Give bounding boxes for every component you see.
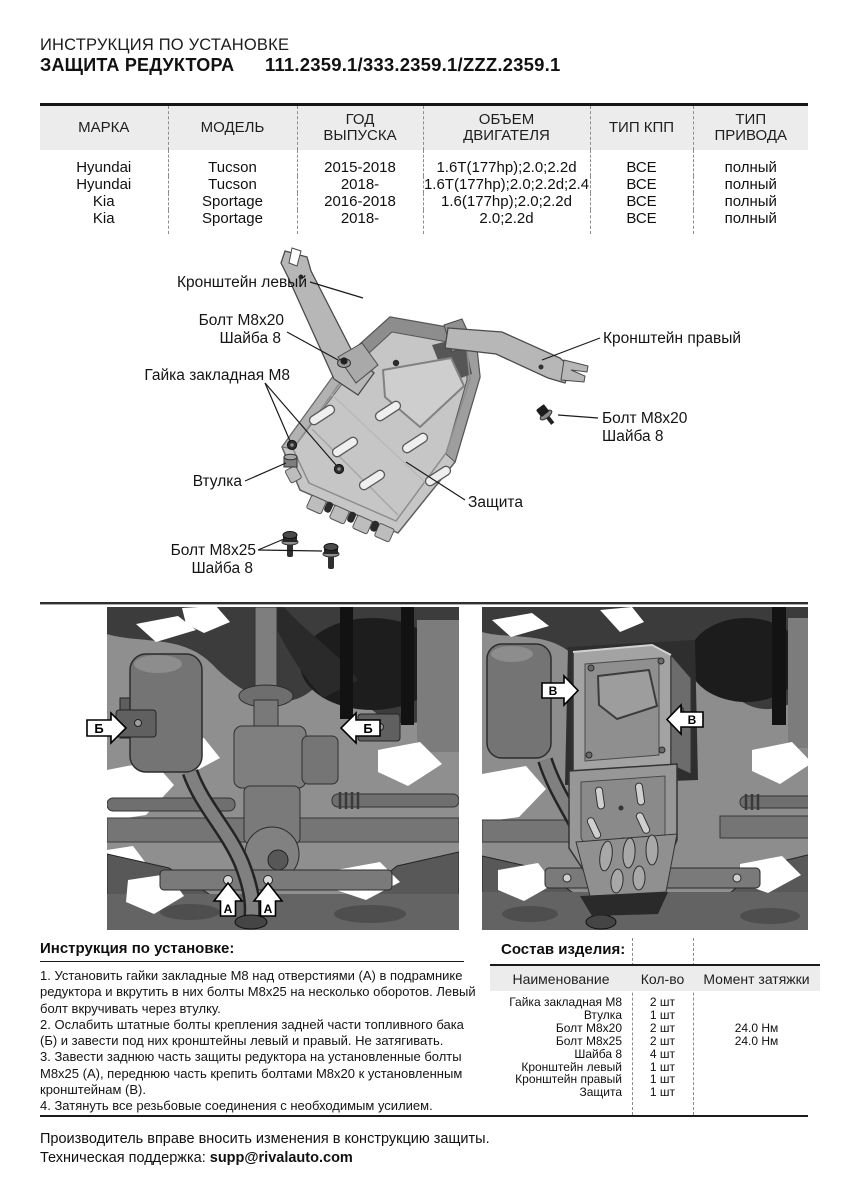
cell-gearbox: ВСЕ [590, 150, 693, 176]
col-drive-label: ТИП ПРИВОДА [714, 111, 788, 144]
label-washer-right: Шайба 8 [602, 428, 664, 445]
part-name: Гайка закладная М8 [509, 995, 622, 1009]
product-title: ЗАЩИТА РЕДУКТОРА [40, 55, 235, 75]
cell-model: Tucson [168, 150, 297, 176]
cell-brand: Hyundai [40, 150, 168, 176]
fitment-table [40, 103, 808, 234]
part-name: Втулка [583, 1007, 622, 1022]
callout-a-letter: А [263, 902, 273, 916]
support-email: supp@rivalauto.com [209, 1150, 353, 1166]
install-photos [40, 602, 808, 935]
doc-subtitle: ИНСТРУКЦИЯ ПО УСТАНОВКЕ [40, 36, 290, 54]
part-name: Шайба 8 [574, 1046, 622, 1061]
doc-title-row [40, 55, 800, 79]
col-part-name: Наименование [490, 965, 632, 991]
part-torque [693, 1009, 820, 1022]
part-qty: 1 шт [649, 1059, 676, 1074]
label-bolt-m8x20-right: Болт М8х20 [602, 410, 688, 427]
col-year-label: ГОД ВЫПУСКА [323, 111, 397, 144]
label-bolt-m8x20-left: Болт М8х20 [198, 312, 284, 329]
label-bolt-m8x25: Болт М8х25 [170, 542, 256, 559]
callout-a-letter: А [223, 902, 233, 916]
support-line [40, 1149, 740, 1168]
part-name: Кронштейн левый [521, 1059, 622, 1074]
section-divider [40, 602, 808, 604]
label-bracket-right: Кронштейн правый [603, 330, 742, 347]
col-model [168, 105, 297, 151]
exploded-diagram [0, 233, 848, 605]
cell-model: Sportage [168, 193, 297, 210]
bolt-hole [393, 360, 399, 366]
fitment-row [40, 193, 808, 210]
cell-year: 2018- [297, 176, 423, 193]
instructions-title: Инструкция по установке: [40, 940, 235, 957]
cell-drive: полный [724, 159, 777, 176]
cell-gearbox: ВСЕ [590, 210, 693, 234]
label-nut-m8: Гайка закладная М8 [144, 367, 290, 384]
label-washer-left: Шайба 8 [219, 330, 281, 347]
instruction-step-4: 4. Затянуть все резьбовые соединения с необходимым усилием. [40, 1098, 433, 1114]
instruction-step-3: 3. Завести заднюю часть защиты редуктора на установленные болты М8х25 (А), переднюю часть крепить болтами М8х20 к установленным кронштейнам (В). [40, 1049, 463, 1098]
cell-drive: полный [724, 176, 777, 193]
photo-after-install [482, 607, 808, 930]
cell-year: 2016-2018 [297, 193, 423, 210]
cell-engine: 1.6T(177hp);2.0;2.2d;2.4 [423, 176, 590, 193]
col-model-label: МОДЕЛЬ [200, 119, 265, 136]
bottom-divider [40, 1115, 808, 1117]
col-year [297, 105, 423, 151]
fitment-row [40, 210, 808, 234]
callout-b-letter: Б [94, 721, 104, 736]
cell-year: 2015-2018 [297, 150, 423, 176]
part-torque [693, 991, 820, 1009]
callout-v-letter: В [687, 713, 697, 727]
cell-drive: полный [724, 210, 777, 227]
part-torque [693, 1048, 820, 1061]
cell-brand: Kia [40, 210, 168, 234]
part-torque [693, 1086, 820, 1099]
part-torque [693, 1073, 820, 1086]
cell-gearbox: ВСЕ [590, 176, 693, 193]
photo-before-install [107, 606, 459, 930]
cell-gearbox: ВСЕ [590, 193, 693, 210]
col-engine [423, 105, 590, 151]
parts-table [490, 964, 820, 1099]
part-torque: 24.0 Нм [734, 1020, 779, 1035]
col-qty: Кол-во [632, 965, 693, 991]
cell-drive: полный [724, 193, 777, 210]
parts-row [490, 1086, 820, 1099]
part-name: Болт М8х20 [555, 1020, 622, 1035]
part-name: Кронштейн правый [515, 1072, 622, 1087]
parts-row [490, 1048, 820, 1061]
instruction-step-2: 2. Ослабить штатные болты крепления задней части топливного бака (Б) и завести под них кронштейны левый и правый. Не затягивать. [40, 1016, 464, 1049]
cell-brand: Kia [40, 193, 168, 210]
cell-year: 2018- [297, 210, 423, 234]
col-gearbox [590, 105, 693, 151]
part-torque [693, 1061, 820, 1074]
cell-model: Tucson [168, 176, 297, 193]
cell-engine: 1.6T(177hp);2.0;2.2d [423, 150, 590, 176]
part-qty: 2 шт [649, 1033, 676, 1048]
bushing-part [284, 454, 297, 467]
instructions-steps [40, 968, 478, 1115]
cell-engine: 2.0;2.2d [423, 210, 590, 234]
col-drive [693, 105, 808, 151]
parts-title: Состав изделия: [501, 941, 626, 958]
part-qty: 2 шт [649, 995, 676, 1009]
label-guard: Защита [468, 494, 523, 511]
footer [40, 1130, 740, 1168]
part-name: Болт М8х25 [555, 1033, 622, 1048]
guard-plate-part [282, 317, 480, 542]
label-washer-bottom: Шайба 8 [191, 560, 253, 577]
part-qty: 2 шт [649, 1020, 676, 1035]
part-qty: 1 шт [649, 1007, 676, 1022]
callout-v-letter: В [548, 684, 558, 698]
label-bushing: Втулка [192, 473, 242, 490]
cell-engine: 1.6(177hp);2.0;2.2d [423, 193, 590, 210]
part-qty: 4 шт [649, 1046, 676, 1061]
col-gearbox-label: ТИП КПП [608, 119, 675, 136]
fitment-row [40, 150, 808, 176]
parts-row [490, 1022, 820, 1035]
callout-b-letter: Б [363, 721, 373, 736]
col-brand-label: МАРКА [78, 119, 130, 136]
col-engine-label: ОБЪЕМ ДВИГАТЕЛЯ [463, 111, 550, 144]
fitment-row [40, 176, 808, 193]
parts-row [490, 991, 820, 1009]
instructions-underline [40, 961, 464, 962]
part-name: Защита [579, 1085, 622, 1100]
col-torque: Момент затяжки [693, 965, 820, 991]
part-numbers: 111.2359.1/333.2359.1/ZZZ.2359.1 [265, 54, 561, 75]
bolt-m8x20-flying [534, 403, 558, 428]
part-qty: 1 шт [649, 1072, 676, 1087]
footer-note: Производитель вправе вносить изменения в конструкцию защиты. [40, 1131, 490, 1147]
col-brand [40, 105, 168, 151]
fitment-header-row [40, 105, 808, 151]
cell-model: Sportage [168, 210, 297, 234]
part-qty: 1 шт [649, 1085, 676, 1100]
parts-header-row [490, 965, 820, 991]
cell-brand: Hyundai [40, 176, 168, 193]
bracket-left-part [281, 248, 378, 395]
support-label: Техническая поддержка: [40, 1150, 206, 1166]
part-torque: 24.0 Нм [734, 1033, 779, 1048]
parts-row [490, 1035, 820, 1048]
instruction-step-1: 1. Установить гайки закладные М8 над отверстиями (А) в подрамнике редуктора и вкрутить в них болты М8х25 на несколько оборотов. Левый болт вкручивать через втулку. [40, 968, 476, 1016]
parts-row [490, 1009, 820, 1022]
label-bracket-left: Кронштейн левый [176, 274, 307, 291]
